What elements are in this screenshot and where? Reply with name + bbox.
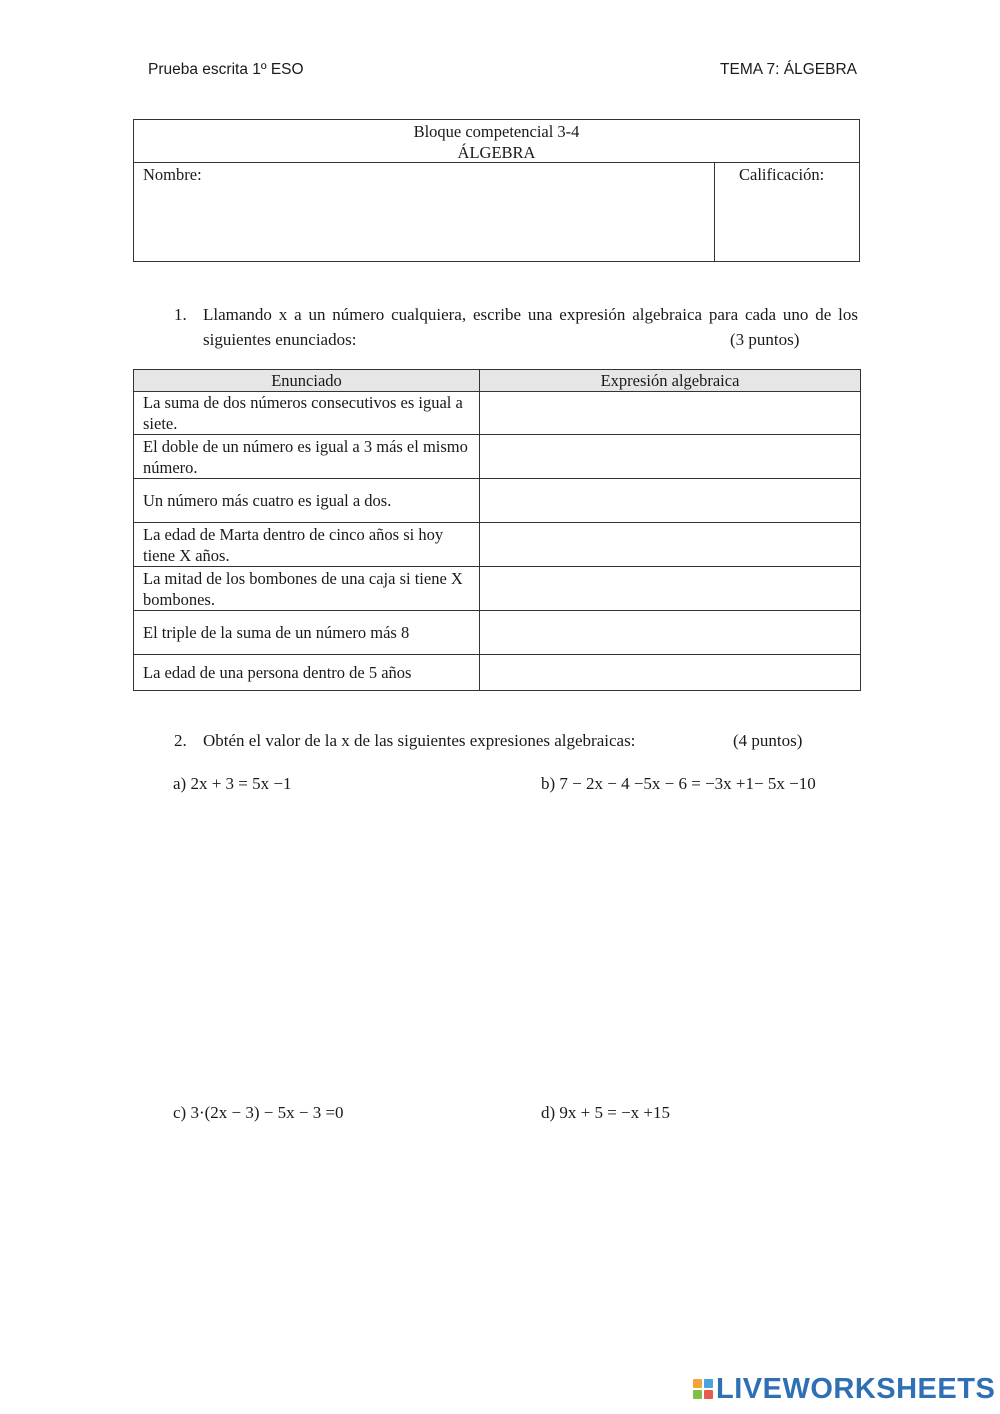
logo-square-2 (704, 1379, 713, 1388)
table-cell-enunciado: La edad de Marta dentro de cinco años si hoy tiene X años. (134, 523, 480, 567)
table-cell-answer[interactable] (480, 567, 861, 611)
table-row (134, 567, 861, 611)
table-cell-answer[interactable] (480, 655, 861, 691)
table-cell-answer[interactable] (480, 611, 861, 655)
question-1-number: 1. (174, 305, 187, 324)
info-box-divider (714, 163, 715, 261)
table-row (134, 523, 861, 567)
equation-b: b) 7 − 2x − 4 −5x − 6 = −3x +1− 5x −10 (541, 774, 816, 793)
header-left: Prueba escrita 1º ESO (148, 61, 304, 78)
info-box (133, 119, 860, 262)
header-right: TEMA 7: ÁLGEBRA (720, 61, 857, 78)
info-box-title (134, 120, 859, 163)
table-row (134, 611, 861, 655)
table-cell-answer[interactable] (480, 392, 861, 435)
logo-square-3 (693, 1390, 702, 1399)
table-cell-enunciado: El triple de la suma de un número más 8 (134, 611, 480, 655)
info-box-title-line1: Bloque competencial 3-4 (413, 122, 580, 141)
table-row (134, 655, 861, 691)
table-cell-answer[interactable] (480, 479, 861, 523)
name-label: Nombre: (143, 165, 202, 184)
question-1-text: Llamando x a un número cualquiera, escribe una expresión algebraica para cada uno de los siguientes enunciados: (203, 305, 858, 349)
question-2-number: 2. (174, 731, 187, 750)
question-2-text: Obtén el valor de la x de las siguientes expresiones algebraicas: (203, 731, 636, 750)
table-row (134, 392, 861, 435)
table-cell-enunciado: El doble de un número es igual a 3 más el mismo número. (134, 435, 480, 479)
table-cell-enunciado: Un número más cuatro es igual a dos. (134, 479, 480, 523)
grade-label: Calificación: (739, 165, 825, 184)
equation-d: d) 9x + 5 = −x +15 (541, 1103, 671, 1122)
logo-square-1 (693, 1379, 702, 1388)
table-cell-enunciado: La edad de una persona dentro de 5 años (134, 655, 480, 691)
question-2-points: (4 puntos) (733, 731, 803, 750)
table-row (134, 479, 861, 523)
table-header-expresion: Expresión algebraica (480, 370, 861, 392)
info-box-fields (134, 163, 859, 261)
liveworksheets-logo-icon (693, 1379, 713, 1399)
table-header-row (134, 370, 861, 392)
table-cell-enunciado: La suma de dos números consecutivos es igual a siete. (134, 392, 480, 435)
logo-square-4 (704, 1390, 713, 1399)
table-cell-enunciado: La mitad de los bombones de una caja si tiene X bombones. (134, 567, 480, 611)
table-cell-answer[interactable] (480, 435, 861, 479)
equation-c: c) 3·(2x − 3) − 5x − 3 =0 (173, 1103, 344, 1122)
liveworksheets-logo (693, 1374, 995, 1404)
question-1-points: (3 puntos) (730, 330, 800, 349)
table-row (134, 435, 861, 479)
equation-a: a) 2x + 3 = 5x −1 (173, 774, 292, 793)
info-box-title-line2: ÁLGEBRA (457, 143, 536, 162)
expressions-table (133, 369, 861, 691)
liveworksheets-brand: LIVEWORKSHEETS (716, 1372, 996, 1405)
table-cell-answer[interactable] (480, 523, 861, 567)
table-header-enunciado: Enunciado (134, 370, 480, 392)
